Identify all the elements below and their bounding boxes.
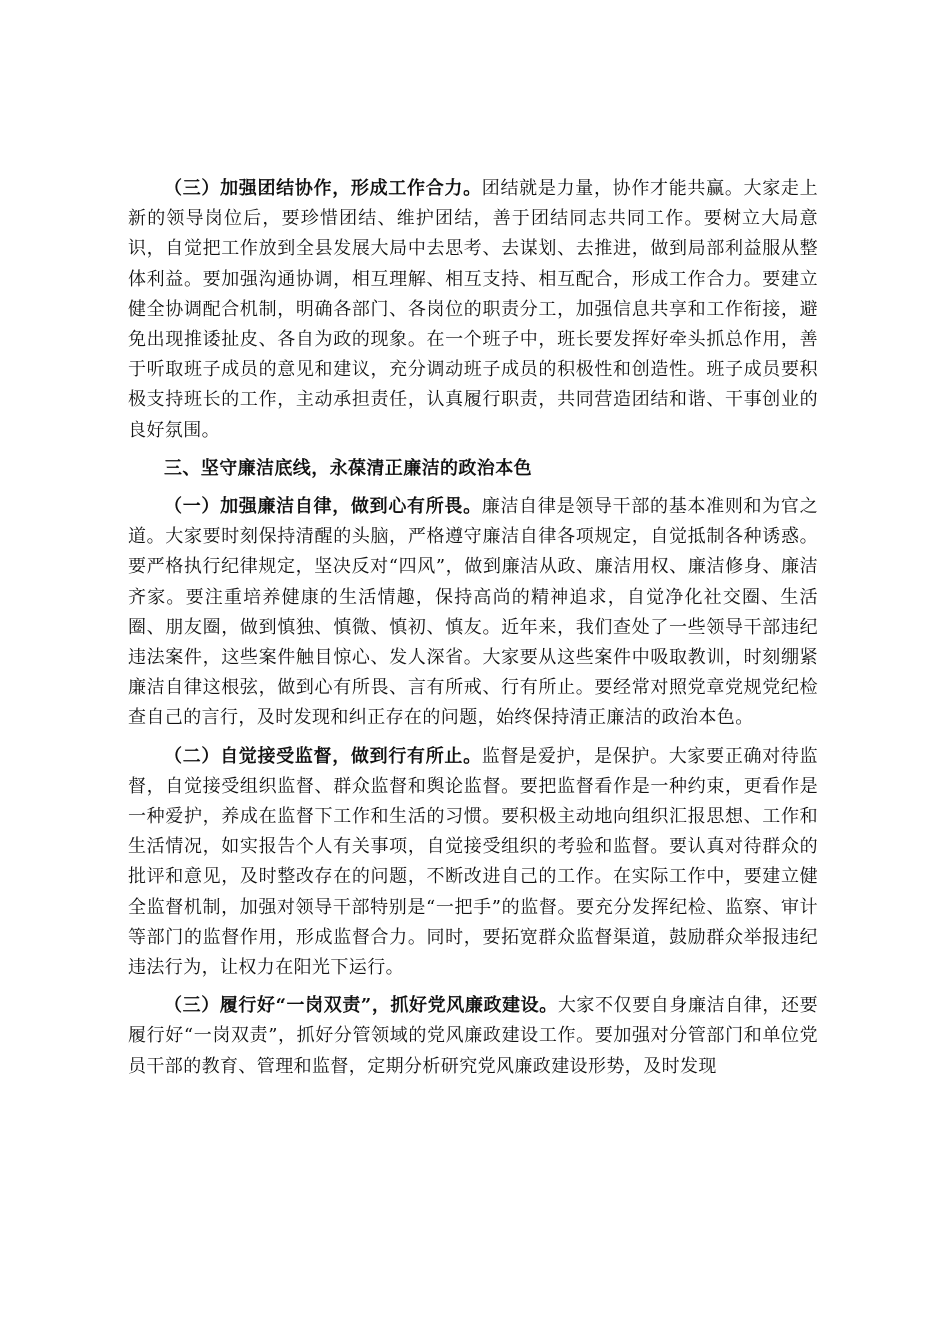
document-page: [128, 174, 818, 1090]
paragraph-body: 大家不仅要自身廉洁自律，还要履行好“一岗双责”，抓好分管领域的党风廉政建设工作。要加强对分管部门和单位党员干部的教育、管理和监督，定期分析研究党风廉政建设形势，及时发现: [128, 995, 818, 1077]
paragraph-heading: （一）加强廉洁自律，做到心有所畏。: [164, 496, 482, 518]
paragraph-unity-cooperation: [128, 174, 818, 446]
paragraph-self-discipline: [128, 492, 818, 734]
paragraph-accept-supervision: [128, 742, 818, 984]
paragraph-body: 廉洁自律是领导干部的基本准则和为官之道。大家要时刻保持清醒的头脑，严格遵守廉洁自律各项规定，自觉抵制各种诱惑。要严格执行纪律规定，坚决反对“四风”，做到廉洁从政、廉洁用权、廉洁修身、廉洁齐家。要注重培养健康的生活情趣，保持高尚的精神追求，自觉净化社交圈、生活圈、朋友圈，做到慎独、慎微、慎初、慎友。近年来，我们查处了一些领导干部违纪违法案件，这些案件触目惊心、发人深省。大家要从这些案件中吸取教训，时刻绷紧廉洁自律这根弦，做到心有所畏、言有所戒、行有所止。要经常对照党章党规党纪检查自己的言行，及时发现和纠正存在的问题，始终保持清正廉洁的政治本色。: [128, 496, 818, 729]
paragraph-body: 团结就是力量，协作才能共赢。大家走上新的领导岗位后，要珍惜团结、维护团结，善于团结同志共同工作。要树立大局意识，自觉把工作放到全县发展大局中去思考、去谋划、去推进，做到局部利益服从整体利益。要加强沟通协调，相互理解、相互支持、相互配合，形成工作合力。要建立健全协调配合机制，明确各部门、各岗位的职责分工，加强信息共享和工作衔接，避免出现推诿扯皮、各自为政的现象。在一个班子中，班长要发挥好牵头抓总作用，善于听取班子成员的意见和建议，充分调动班子成员的积极性和创造性。班子成员要积极支持班长的工作，主动承担责任，认真履行职责，共同营造团结和谐、干事创业的良好氛围。: [128, 178, 818, 441]
paragraph-heading: （三）加强团结协作，形成工作合力。: [164, 178, 482, 199]
paragraph-body: 监督是爱护，是保护。大家要正确对待监督，自觉接受组织监督、群众监督和舆论监督。要把监督看作是一种约束，更看作是一种爱护，养成在监督下工作和生活的习惯。要积极主动地向组织汇报思想、工作和生活情况，如实报告个人有关事项，自觉接受组织的考验和监督。要认真对待群众的批评和意见，及时整改存在的问题，不断改进自己的工作。在实际工作中，要建立健全监督机制，加强对领导干部特别是“一把手”的监督。要充分发挥纪检、监察、审计等部门的监督作用，形成监督合力。同时，要拓宽群众监督渠道，鼓励群众举报违纪违法行为，让权力在阳光下运行。: [128, 745, 818, 979]
section-title: 三、坚守廉洁底线，永葆清正廉洁的政治本色: [164, 457, 532, 479]
paragraph-heading: （三）履行好“一岗双责”，抓好党风廉政建设。: [164, 995, 558, 1017]
paragraph-dual-responsibility: [128, 991, 818, 1082]
paragraph-heading: （二）自觉接受监督，做到行有所止。: [164, 745, 482, 767]
